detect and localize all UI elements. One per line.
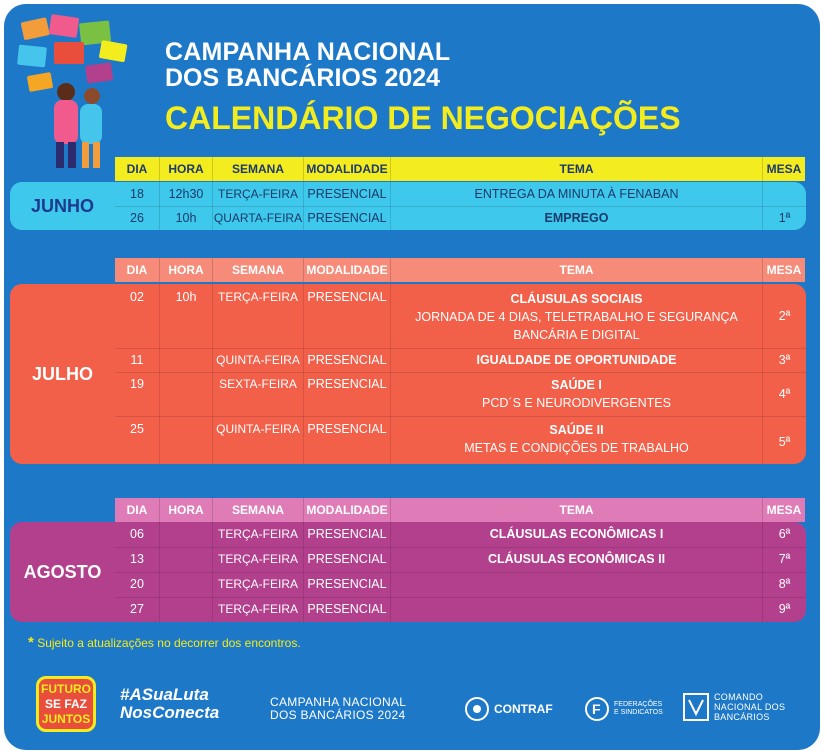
futuro-badge-logo [36, 676, 96, 732]
comando-text: BANCÁRIOS [714, 712, 770, 722]
cell-mesa: 8ª [778, 577, 791, 591]
tema-subtitle: BANCÁRIA E DIGITAL [513, 328, 640, 342]
header-hora: HORA [160, 498, 213, 522]
cell-modalidade: PRESENCIAL [304, 284, 391, 348]
comando-icon [682, 692, 710, 722]
cell-hora [160, 372, 213, 416]
cell-dia: 20 [115, 572, 160, 597]
cell-dia: 11 [115, 348, 160, 372]
cell-mesa: 7ª [778, 552, 791, 566]
header-modalidade: MODALIDADE [304, 498, 391, 522]
header-tema: TEMA [391, 157, 763, 181]
cell-semana: QUARTA-FEIRA [213, 206, 304, 230]
contraf-text: CONTRAF [494, 702, 553, 716]
junho-block [10, 182, 806, 230]
julho-block [10, 284, 806, 464]
badge-text: SE FAZ [44, 697, 87, 711]
title-line-2: DOS BANCÁRIOS 2024 [165, 64, 441, 92]
cell-modalidade: PRESENCIAL [304, 372, 391, 416]
header-modalidade: MODALIDADE [304, 258, 391, 282]
header-semana: SEMANA [213, 157, 304, 181]
header-hora: HORA [160, 157, 213, 181]
cell-dia: 02 [115, 284, 160, 348]
hashtag-logo [120, 686, 219, 722]
tema-title: SAÚDE I [551, 378, 602, 392]
tema-subtitle: METAS E CONDIÇÕES DE TRABALHO [464, 441, 689, 455]
cell-dia: 26 [115, 206, 160, 230]
federacoes-logo [584, 696, 663, 722]
cell-hora: 12h30 [160, 182, 213, 206]
comando-text: COMANDO [714, 692, 764, 702]
header-dia: DIA [115, 157, 160, 181]
header-tema: TEMA [391, 498, 763, 522]
footnote-text: Sujeito a atualizações no decorrer dos encontros. [37, 636, 301, 650]
julho-header-row [115, 258, 805, 282]
tema-subtitle: JORNADA DE 4 DIAS, TELETRABALHO E SEGURANÇA [415, 310, 738, 324]
cell-mesa: 2ª [778, 309, 791, 323]
federacoes-icon [584, 696, 610, 722]
cell-mesa: 6ª [778, 527, 791, 541]
cell-hora [160, 597, 213, 622]
cell-mesa: 5ª [778, 435, 791, 449]
tema-subtitle: PCD´S E NEURODIVERGENTES [482, 396, 671, 410]
cell-hora [160, 522, 213, 547]
cell-semana: TERÇA-FEIRA [213, 597, 304, 622]
cell-tema [391, 597, 763, 622]
header-hora: HORA [160, 258, 213, 282]
cell-mesa: 3ª [778, 353, 791, 367]
campaign-logo [270, 696, 406, 722]
federacoes-text: FEDERAÇÕES [614, 701, 663, 708]
cell-hora [160, 348, 213, 372]
cell-tema: IGUALDADE DE OPORTUNIDADE [391, 348, 763, 372]
cell-modalidade: PRESENCIAL [304, 348, 391, 372]
cell-tema: ENTREGA DA MINUTA À FENABAN [391, 182, 763, 206]
hashtag-text: NosConecta [120, 703, 220, 722]
cell-hora: 10h [160, 284, 213, 348]
cell-dia: 19 [115, 372, 160, 416]
cell-tema [391, 372, 763, 416]
cell-modalidade: PRESENCIAL [304, 597, 391, 622]
campaign-text: CAMPANHA NACIONAL [270, 695, 407, 709]
cell-dia: 06 [115, 522, 160, 547]
cell-dia: 25 [115, 416, 160, 464]
cell-tema [391, 572, 763, 597]
cell-mesa: 9ª [778, 602, 791, 616]
cell-tema: CLÁUSULAS ECONÔMICAS II [391, 547, 763, 572]
badge-text: FUTURO [41, 682, 91, 696]
comando-logo [682, 692, 785, 722]
footnote [28, 634, 301, 651]
header-mesa: MESA [766, 162, 802, 176]
cell-tema [391, 284, 763, 348]
cell-semana: SEXTA-FEIRA [213, 372, 304, 416]
header-dia: DIA [115, 498, 160, 522]
header-semana: SEMANA [213, 498, 304, 522]
cell-semana: TERÇA-FEIRA [213, 182, 304, 206]
month-label-agosto: AGOSTO [23, 562, 102, 582]
contraf-icon [464, 696, 490, 722]
cell-modalidade: PRESENCIAL [304, 206, 391, 230]
tema-title: SAÚDE II [549, 423, 604, 437]
campaign-illustration [14, 12, 134, 172]
cell-dia: 18 [115, 182, 160, 206]
cell-modalidade: PRESENCIAL [304, 182, 391, 206]
campaign-text: DOS BANCÁRIOS 2024 [270, 708, 406, 722]
cell-mesa: 4ª [778, 387, 791, 401]
hashtag-text: #ASuaLuta [120, 685, 209, 704]
cell-mesa [763, 182, 806, 206]
cell-semana: TERÇA-FEIRA [213, 547, 304, 572]
cell-hora [160, 547, 213, 572]
tema-title: CLÁUSULAS SOCIAIS [510, 292, 643, 306]
cell-dia: 13 [115, 547, 160, 572]
federacoes-text: E SINDICATOS [614, 709, 663, 716]
cell-hora [160, 416, 213, 464]
cell-modalidade: PRESENCIAL [304, 572, 391, 597]
junho-header-row [115, 157, 805, 181]
agosto-header-row [115, 498, 805, 522]
cell-dia: 27 [115, 597, 160, 622]
header-mesa: MESA [766, 503, 802, 517]
cell-modalidade: PRESENCIAL [304, 416, 391, 464]
cell-semana: QUINTA-FEIRA [213, 416, 304, 464]
cell-semana: TERÇA-FEIRA [213, 284, 304, 348]
cell-hora [160, 572, 213, 597]
cell-tema: CLÁUSULAS ECONÔMICAS I [391, 522, 763, 547]
cell-semana: QUINTA-FEIRA [213, 348, 304, 372]
agosto-block [10, 522, 806, 622]
cell-tema: EMPREGO [391, 206, 763, 230]
cell-modalidade: PRESENCIAL [304, 522, 391, 547]
month-label-junho: JUNHO [30, 196, 94, 216]
page-title: CALENDÁRIO DE NEGOCIAÇÕES [165, 100, 681, 136]
cell-tema [391, 416, 763, 464]
cell-semana: TERÇA-FEIRA [213, 572, 304, 597]
cell-modalidade: PRESENCIAL [304, 547, 391, 572]
title-line-1: CAMPANHA NACIONAL [165, 38, 451, 66]
header-semana: SEMANA [213, 258, 304, 282]
asterisk-icon: * [28, 634, 34, 651]
header-dia: DIA [115, 258, 160, 282]
header-tema: TEMA [391, 258, 763, 282]
header-mesa: MESA [766, 263, 802, 277]
comando-text: NACIONAL DOS [714, 702, 786, 712]
header-modalidade: MODALIDADE [304, 157, 391, 181]
contraf-logo [464, 696, 553, 722]
cell-mesa: 1ª [778, 211, 791, 225]
cell-hora: 10h [160, 206, 213, 230]
badge-text: JUNTOS [41, 712, 91, 726]
cell-semana: TERÇA-FEIRA [213, 522, 304, 547]
svg-text:F: F [592, 701, 601, 717]
month-label-julho: JULHO [31, 364, 93, 384]
calendar-card [4, 4, 820, 750]
